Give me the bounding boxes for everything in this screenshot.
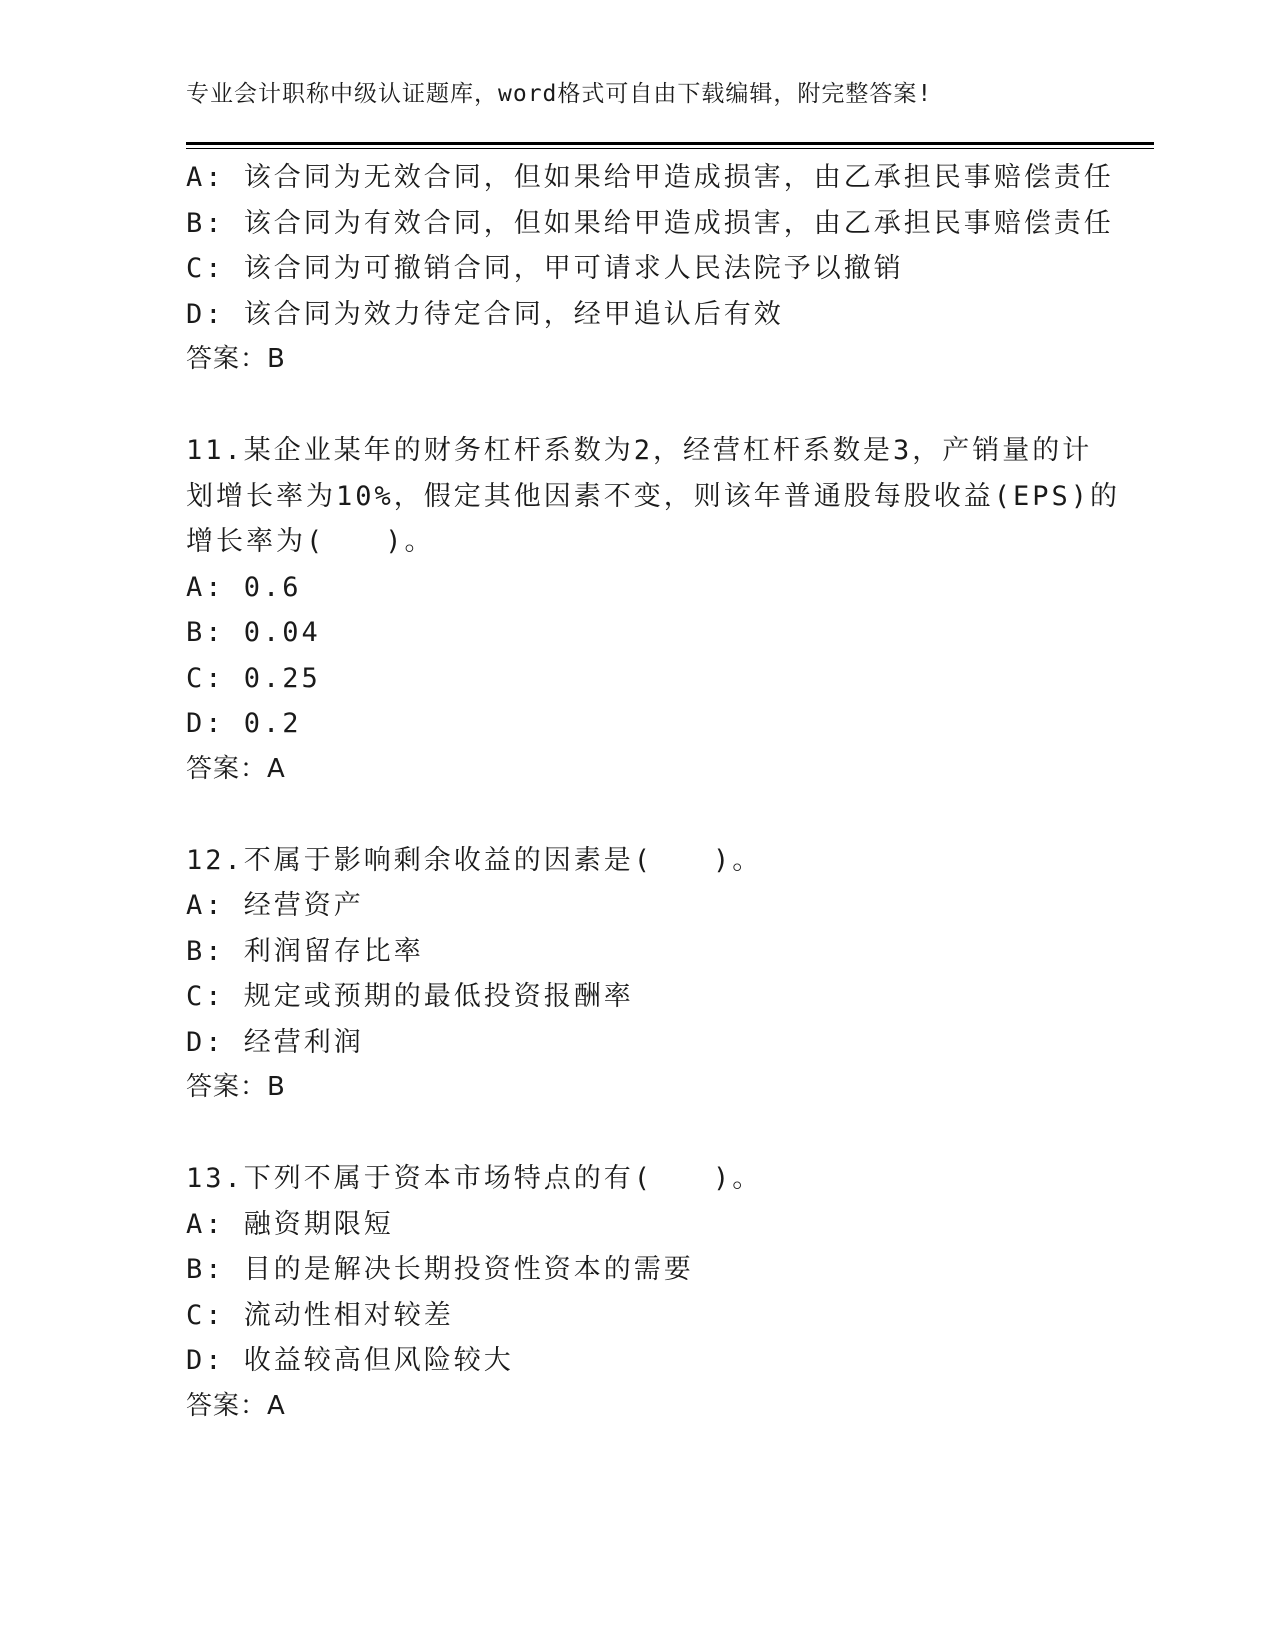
question-stem-line: 划增长率为10%，假定其他因素不变，则该年普通股每股收益(EPS)的 <box>186 480 1121 512</box>
option-a: A: 0.6 <box>186 571 302 603</box>
question-stem-line: 11.某企业某年的财务杠杆系数为2，经营杠杆系数是3，产销量的计 <box>186 435 1093 466</box>
question-stem-line: 增长率为( )。 <box>186 526 435 557</box>
option-d: D: 收益较高但风险较大 <box>186 1345 514 1376</box>
option-b: B: 该合同为有效合同，但如果给甲造成损害，由乙承担民事赔偿责任 <box>186 207 1114 239</box>
spacer <box>186 792 1086 838</box>
question-13 <box>186 1156 1086 1429</box>
option-b: B: 利润留存比率 <box>186 935 424 967</box>
question-stem-line: 13.下列不属于资本市场特点的有( )。 <box>186 1163 763 1194</box>
option-c: C: 规定或预期的最低投资报酬率 <box>186 981 634 1012</box>
option-b: B: 目的是解决长期投资性资本的需要 <box>186 1254 694 1285</box>
option-a: A: 该合同为无效合同，但如果给甲造成损害，由乙承担民事赔偿责任 <box>186 162 1114 193</box>
question-12 <box>186 838 1086 1111</box>
option-a: A: 经营资产 <box>186 890 364 921</box>
option-a: A: 融资期限短 <box>186 1208 394 1240</box>
option-b: B: 0.04 <box>186 617 321 648</box>
spacer <box>186 1111 1086 1157</box>
spacer <box>186 383 1086 429</box>
answer-line: 答案：A <box>186 753 286 784</box>
option-c: C: 流动性相对较差 <box>186 1299 454 1331</box>
question-stem-line: 12.不属于影响剩余收益的因素是( )。 <box>186 844 763 876</box>
question-list <box>186 155 1121 1429</box>
option-d: D: 经营利润 <box>186 1026 364 1058</box>
page-header: 专业会计职称中级认证题库，word格式可自由下载编辑，附完整答案! <box>186 81 933 107</box>
answer-line: 答案：B <box>186 344 286 374</box>
question-10 <box>186 155 1114 383</box>
option-d: D: 该合同为效力待定合同，经甲追认后有效 <box>186 298 784 330</box>
answer-line: 答案：A <box>186 1390 286 1421</box>
option-d: D: 0.2 <box>186 708 302 739</box>
header-rule-thin <box>186 148 1154 149</box>
answer-line: 答案：B <box>186 1072 286 1102</box>
question-11 <box>186 428 1121 792</box>
header-rule-thick <box>186 142 1154 145</box>
option-c: C: 0.25 <box>186 662 321 694</box>
option-c: C: 该合同为可撤销合同，甲可请求人民法院予以撤销 <box>186 253 904 284</box>
